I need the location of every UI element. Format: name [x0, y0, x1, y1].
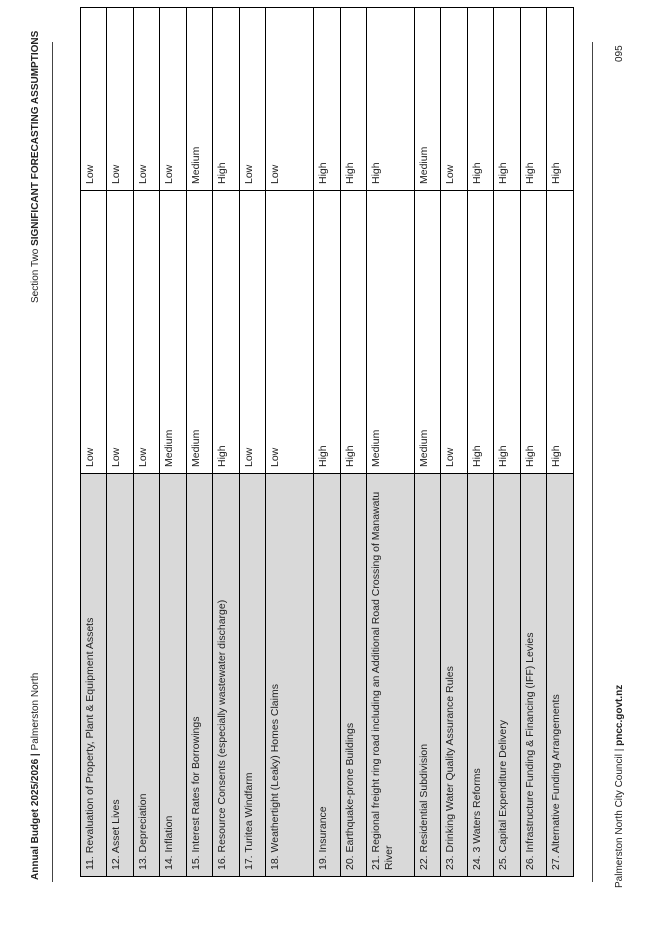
level-b-cell: High — [520, 8, 546, 191]
level-b-cell: Low — [160, 8, 186, 191]
level-b-cell: High — [314, 8, 340, 191]
assumption-cell: 20. Earthquake-prone Buildings — [340, 474, 366, 877]
table-row — [213, 8, 239, 877]
assumption-cell: 16. Resource Consents (especially wastewater discharge) — [213, 474, 239, 877]
level-b-cell: High — [494, 8, 520, 191]
level-b-cell: Medium — [186, 8, 212, 191]
footer-separator: | — [614, 748, 625, 752]
level-a-cell: High — [340, 191, 366, 474]
assumption-cell: 27. Alternative Funding Arrangements — [547, 474, 574, 877]
level-a-cell: Low — [133, 191, 159, 474]
footer-council: Palmerston North City Council — [614, 754, 625, 888]
level-a-cell: High — [520, 191, 546, 474]
level-b-cell: Medium — [414, 8, 440, 191]
section-title: SIGNIFICANT FORECASTING ASSUMPTIONS — [30, 30, 41, 246]
table-row — [340, 8, 366, 877]
level-a-cell: Medium — [414, 191, 440, 474]
assumptions-table-container — [80, 47, 574, 877]
section-header — [30, 31, 41, 303]
footer-rule — [592, 42, 593, 882]
assumption-cell: 26. Infrastructure Funding & Financing (IFF) Levies — [520, 474, 546, 877]
level-a-cell: Medium — [186, 191, 212, 474]
level-a-cell: High — [494, 191, 520, 474]
table-body — [81, 8, 574, 877]
level-b-cell: High — [467, 8, 493, 191]
assumption-cell: 18. Weathertight (Leaky) Homes Claims — [266, 474, 314, 877]
level-b-cell: Low — [107, 8, 133, 191]
table-row — [367, 8, 415, 877]
section-prefix: Section Two — [30, 248, 41, 303]
level-a-cell: Medium — [160, 191, 186, 474]
assumption-cell: 23. Drinking Water Quality Assurance Rules — [441, 474, 467, 877]
assumption-cell: 13. Depreciation — [133, 474, 159, 877]
level-a-cell: High — [547, 191, 574, 474]
table-row — [266, 8, 314, 877]
level-b-cell: High — [367, 8, 415, 191]
level-a-cell: Low — [107, 191, 133, 474]
table-row — [467, 8, 493, 877]
table-row — [520, 8, 546, 877]
header-separator: | — [30, 753, 41, 757]
assumption-cell: 11. Revaluation of Property, Plant & Equipment Assets — [81, 474, 107, 877]
table-row — [547, 8, 574, 877]
assumption-cell: 24. 3 Waters Reforms — [467, 474, 493, 877]
level-b-cell: Low — [266, 8, 314, 191]
table-row — [81, 8, 107, 877]
table-row — [107, 8, 133, 877]
level-b-cell: Low — [239, 8, 265, 191]
level-b-cell: High — [547, 8, 574, 191]
level-a-cell: Low — [81, 191, 107, 474]
assumption-cell: 21. Regional freight ring road including an Additional Road Crossing of Manawatu River — [367, 474, 415, 877]
document-title: Annual Budget 2025/2026 — [30, 758, 41, 880]
page-number: 095 — [614, 45, 625, 62]
table-row — [133, 8, 159, 877]
level-b-cell: Low — [133, 8, 159, 191]
assumption-cell: 14. Inflation — [160, 474, 186, 877]
table-row — [160, 8, 186, 877]
level-a-cell: Low — [239, 191, 265, 474]
table-row — [314, 8, 340, 877]
level-a-cell: Low — [441, 191, 467, 474]
level-b-cell: Low — [441, 8, 467, 191]
level-a-cell: High — [314, 191, 340, 474]
assumption-cell: 17. Turitea Windfarm — [239, 474, 265, 877]
assumption-cell: 25. Capital Expenditure Delivery — [494, 474, 520, 877]
level-b-cell: High — [340, 8, 366, 191]
assumptions-table — [80, 7, 574, 877]
table-row — [239, 8, 265, 877]
table-row — [186, 8, 212, 877]
assumption-cell: 12. Asset Lives — [107, 474, 133, 877]
document-footer — [614, 685, 625, 888]
level-b-cell: High — [213, 8, 239, 191]
level-b-cell: Low — [81, 8, 107, 191]
assumption-cell: 15. Interest Rates for Borrowings — [186, 474, 212, 877]
header-place: Palmerston North — [30, 672, 41, 751]
footer-website: pncc.govt.nz — [614, 684, 625, 746]
level-a-cell: High — [213, 191, 239, 474]
level-a-cell: Medium — [367, 191, 415, 474]
assumption-cell: 19. Insurance — [314, 474, 340, 877]
header-rule — [52, 42, 53, 882]
table-row — [441, 8, 467, 877]
document-header — [30, 673, 41, 880]
assumption-cell: 22. Residential Subdivision — [414, 474, 440, 877]
level-a-cell: Low — [266, 191, 314, 474]
level-a-cell: High — [467, 191, 493, 474]
table-row — [414, 8, 440, 877]
table-row — [494, 8, 520, 877]
